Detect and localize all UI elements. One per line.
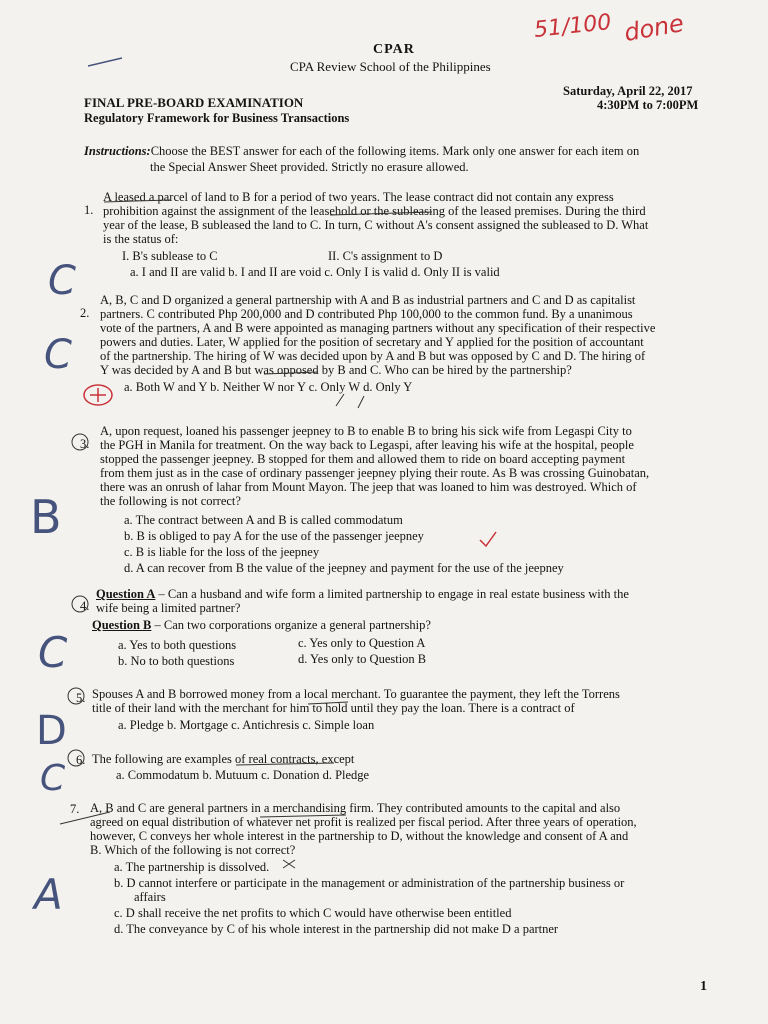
q1-line-1: A leased a parcel of land to B for a period of two years. The lease contract did not contain any express <box>103 190 614 204</box>
q5-line-1: Spouses A and B borrowed money from a local merchant. To guarantee the payment, they left the Torrens <box>92 687 620 701</box>
q1-line-4: is the status of: <box>103 232 179 246</box>
q4-choice-a: a. Yes to both questions <box>118 638 237 652</box>
subject-title: Regulatory Framework for Business Transactions <box>84 111 350 125</box>
q1-strike <box>330 212 432 215</box>
q7-choice-a: a. The partnership is dissolved. <box>114 860 270 874</box>
handwritten-done: done <box>622 9 686 47</box>
q4-question-a-line-2: wife being a limited partner? <box>96 601 241 615</box>
q2-line-1: A, B, C and D organized a general partnership with A and B as industrial partners and C and D as capitalist <box>100 293 636 307</box>
school-name: CPA Review School of the Philippines <box>290 59 491 74</box>
q6-handwritten-answer: C <box>40 758 66 799</box>
q4-question-a-text: – Can a husband and wife form a limited partnership to engage in real estate business with the <box>155 587 629 601</box>
q7-stroke <box>60 812 110 824</box>
q4-number: 4. <box>80 599 90 613</box>
q3-number: 3. <box>80 437 90 451</box>
exam-time: 4:30PM to 7:00PM <box>597 98 699 112</box>
q3-line-6: the following is not correct? <box>100 494 241 508</box>
q4-handwritten-answer: C <box>38 628 68 677</box>
q7-line-1: A, B and C are general partners in a merchandising firm. They contributed amounts to the capital and also <box>90 801 621 815</box>
q2-choices: a. Both W and Y b. Neither W nor Y c. Only W d. Only Y <box>124 380 413 394</box>
q1-item-ii: II. C's assignment to D <box>328 249 443 263</box>
exam-title: FINAL PRE-BOARD EXAMINATION <box>84 95 304 110</box>
q5-underline <box>308 702 348 704</box>
q5-line-2: title of their land with the merchant for him to hold until they pay the loan. There is a contract of <box>92 701 575 715</box>
q5-number: 5. <box>76 691 86 705</box>
q3-line-5: there was an onrush of lahar from Mount Mayon. The jeep that was loaned to him was destroyed. Which of <box>100 480 637 494</box>
q2-line-5: of the partnership. The hiring of W was decided upon by A and B but was opposed by C and D. The hiring of <box>100 349 646 363</box>
q2-line-4: powers and duties. Later, W applied for the position of secretary and Y applied for the position of accountant <box>100 335 644 349</box>
q1-handwritten-answer: C <box>48 258 76 304</box>
q3-choice-a: a. The contract between A and B is called commodatum <box>124 513 403 527</box>
q6-underline <box>236 763 334 765</box>
q4-choice-c: c. Yes only to Question A <box>298 636 426 650</box>
q3-line-3: stopped the passenger jeepney. B stopped for them and allowed them to ride on board accepting payment <box>100 452 626 466</box>
q1-item-i: I. B's sublease to C <box>122 249 218 263</box>
q1-number: 1. <box>84 203 94 217</box>
q1-line-2: prohibition against the assignment of the leasehold or the subleasing of the leased premises. During the third <box>103 204 646 218</box>
q7-line-4: B. Which of the following is not correct? <box>90 843 296 857</box>
margin-stroke <box>88 58 122 66</box>
q3-number-circle <box>72 434 88 450</box>
q7-line-3: however, C conveys her whole interest in the partnership to D, without the knowledge and consent of A and <box>90 829 629 843</box>
q5-choices: a. Pledge b. Mortgage c. Antichresis c. Simple loan <box>118 718 375 732</box>
q2-underline <box>264 372 318 374</box>
q3-choice-d: d. A can recover from B the value of the jeepney and payment for the use of the jeepney <box>124 561 564 575</box>
q3-choice-c: c. B is liable for the loss of the jeepney <box>124 545 320 559</box>
q7-choice-c: c. D shall receive the net profits to which C would have otherwise been entitled <box>114 906 512 920</box>
q2-handwritten-answer: C <box>44 332 72 378</box>
q6-number: 6. <box>76 753 86 767</box>
instructions-line-2: the Special Answer Sheet provided. Strictly no erasure allowed. <box>150 160 469 174</box>
q3-handwritten-answer: B <box>30 490 62 544</box>
exam-date: Saturday, April 22, 2017 <box>563 84 693 98</box>
q6-number-circle <box>68 750 84 766</box>
q4-question-b-text: – Can two corporations organize a general partnership? <box>151 618 431 632</box>
q6-text: The following are examples of real contracts, except <box>92 752 355 766</box>
q5-handwritten-answer: D <box>36 708 67 754</box>
instructions-text-1: Choose the BEST answer for each of the following items. Mark only one answer for each item on <box>150 144 640 158</box>
q2-line-6: Y was decided by A and B but was opposed by B and C. Who can be hired by the partnership? <box>100 363 572 377</box>
q6-choices: a. Commodatum b. Mutuum c. Donation d. Pledge <box>116 768 370 782</box>
q2-choice-marks <box>336 394 364 408</box>
org-name: CPAR <box>373 42 415 57</box>
q4-choice-b: b. No to both questions <box>118 654 235 668</box>
q2-line-3: vote of the partners, A and B were appointed as managing partners without any specification of their respective <box>100 321 656 335</box>
q7-line-2: agreed on equal distribution of whatever net profit is realized per fiscal period. After three years of operation, <box>90 815 637 829</box>
handwritten-score: 51/100 <box>532 10 613 43</box>
q2-number: 2. <box>80 306 90 320</box>
check-icon <box>480 532 496 546</box>
page-number: 1 <box>700 979 707 994</box>
q4-choice-d: d. Yes only to Question B <box>298 652 427 666</box>
q3-line-2: the PGH in Manila for treatment. On the way back to Legaspi, after leaving his wife at the hospital, people <box>100 438 634 452</box>
q1-line-3: year of the lease, B subleased the land to C. In turn, C without A's consent assigned the subleased to D. What <box>103 218 649 232</box>
q7-choice-b-cont: affairs <box>134 890 166 904</box>
plus-icon <box>90 388 106 402</box>
q7-choice-d: d. The conveyance by C of his whole interest in the partnership did not make D a partner <box>114 922 559 936</box>
q4-number-circle <box>72 596 88 612</box>
instructions-label: Instructions: <box>84 144 151 158</box>
x-mark-icon <box>283 860 295 868</box>
q5-number-circle <box>68 688 84 704</box>
q4-question-a-label: Question A <box>96 587 156 601</box>
q3-line-4: from them just as in the case of ordinary passenger jeepney plying their route. As B was crossing Guinobatan, <box>100 466 650 480</box>
q7-choice-b: b. D cannot interfere or participate in the management or administration of the partnership business or <box>114 876 625 890</box>
q1-choices: a. I and II are valid b. I and II are void c. Only I is valid d. Only II is valid <box>130 265 500 279</box>
q7-number: 7. <box>70 802 80 816</box>
q7-strike <box>260 815 346 817</box>
q4-question-b-label: Question B <box>92 618 152 632</box>
q3-choice-b: b. B is obliged to pay A for the use of the passenger jeepney <box>124 529 424 543</box>
q3-line-1: A, upon request, loaned his passenger jeepney to B to enable B to bring his sick wife from Legaspi City to <box>100 424 632 438</box>
q7-handwritten-answer: A <box>34 870 63 919</box>
q1-underline <box>104 200 170 202</box>
q2-line-2: partners. C contributed Php 200,000 and D contributed Php 100,000 to the common fund. By a unanimous <box>100 307 633 321</box>
